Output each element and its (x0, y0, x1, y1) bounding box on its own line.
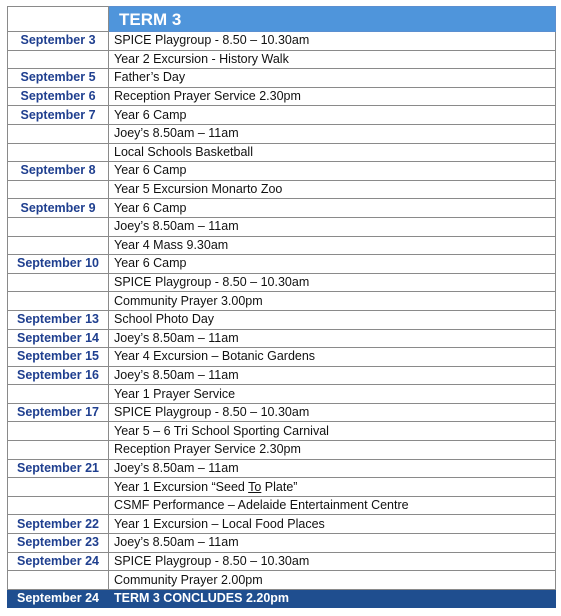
conclusion-event-cell: TERM 3 CONCLUDES 2.20pm (109, 589, 556, 608)
date-cell: September 3 (8, 32, 109, 51)
date-cell: September 15 (8, 348, 109, 367)
event-cell: Reception Prayer Service 2.30pm (109, 87, 556, 106)
term-conclusion-row (8, 589, 556, 608)
event-cell: Local Schools Basketball (109, 143, 556, 162)
event-cell: SPICE Playgroup - 8.50 – 10.30am (109, 32, 556, 51)
event-cell: Year 2 Excursion - History Walk (109, 50, 556, 69)
date-cell (8, 50, 109, 69)
calendar-row (8, 310, 556, 329)
date-cell (8, 273, 109, 292)
event-cell: SPICE Playgroup - 8.50 – 10.30am (109, 273, 556, 292)
event-cell: Year 6 Camp (109, 106, 556, 125)
calendar-row (8, 50, 556, 69)
event-cell: SPICE Playgroup - 8.50 – 10.30am (109, 552, 556, 571)
event-cell: Joey’s 8.50am – 11am (109, 459, 556, 478)
calendar-row (8, 106, 556, 125)
event-cell (109, 478, 556, 497)
event-cell: CSMF Performance – Adelaide Entertainment Centre (109, 496, 556, 515)
date-cell: September 21 (8, 459, 109, 478)
calendar-row (8, 180, 556, 199)
date-cell (8, 478, 109, 497)
calendar-row (8, 441, 556, 460)
calendar-row (8, 124, 556, 143)
conclusion-date-cell: September 24 (8, 589, 109, 608)
date-cell: September 9 (8, 199, 109, 218)
event-cell: Year 6 Camp (109, 255, 556, 274)
event-text-part: Year 1 Excursion “Seed (114, 479, 249, 494)
event-text-underlined: To (248, 479, 262, 494)
date-cell (8, 422, 109, 441)
calendar-row (8, 329, 556, 348)
event-cell: Year 4 Excursion – Botanic Gardens (109, 348, 556, 367)
date-cell: September 6 (8, 87, 109, 106)
date-cell (8, 143, 109, 162)
calendar-row (8, 255, 556, 274)
date-cell (8, 236, 109, 255)
calendar-row (8, 515, 556, 534)
date-cell: September 16 (8, 366, 109, 385)
term-calendar-table (7, 6, 556, 608)
term-header-row (8, 7, 556, 32)
date-cell: September 17 (8, 403, 109, 422)
date-cell: September 24 (8, 552, 109, 571)
calendar-row (8, 87, 556, 106)
event-cell: Joey’s 8.50am – 11am (109, 329, 556, 348)
date-cell (8, 217, 109, 236)
event-cell: Year 5 Excursion Monarto Zoo (109, 180, 556, 199)
date-cell: September 8 (8, 162, 109, 181)
calendar-row (8, 478, 556, 497)
calendar-row (8, 534, 556, 553)
date-cell: September 13 (8, 310, 109, 329)
event-cell: Year 6 Camp (109, 199, 556, 218)
event-cell: Reception Prayer Service 2.30pm (109, 441, 556, 460)
event-cell: Year 1 Prayer Service (109, 385, 556, 404)
date-cell (8, 496, 109, 515)
calendar-row (8, 459, 556, 478)
event-cell: Joey’s 8.50am – 11am (109, 534, 556, 553)
calendar-row (8, 69, 556, 88)
date-cell: September 22 (8, 515, 109, 534)
date-cell (8, 571, 109, 590)
calendar-row (8, 348, 556, 367)
calendar-row (8, 571, 556, 590)
calendar-row (8, 403, 556, 422)
event-cell: Community Prayer 2.00pm (109, 571, 556, 590)
calendar-row (8, 385, 556, 404)
date-cell: September 14 (8, 329, 109, 348)
event-cell: SPICE Playgroup - 8.50 – 10.30am (109, 403, 556, 422)
date-cell (8, 124, 109, 143)
date-cell (8, 385, 109, 404)
event-cell: Year 6 Camp (109, 162, 556, 181)
calendar-row (8, 552, 556, 571)
event-cell: Community Prayer 3.00pm (109, 292, 556, 311)
date-cell: September 7 (8, 106, 109, 125)
calendar-row (8, 143, 556, 162)
calendar-row (8, 366, 556, 385)
date-cell: September 10 (8, 255, 109, 274)
event-text-part: Plate” (261, 479, 298, 494)
event-cell: Year 1 Excursion – Local Food Places (109, 515, 556, 534)
calendar-row (8, 32, 556, 51)
calendar-row (8, 162, 556, 181)
event-cell: Year 5 – 6 Tri School Sporting Carnival (109, 422, 556, 441)
event-cell: Joey’s 8.50am – 11am (109, 124, 556, 143)
date-cell (8, 292, 109, 311)
event-cell: Joey’s 8.50am – 11am (109, 366, 556, 385)
calendar-row (8, 273, 556, 292)
date-cell: September 23 (8, 534, 109, 553)
calendar-row (8, 217, 556, 236)
date-cell (8, 441, 109, 460)
event-cell: Joey’s 8.50am – 11am (109, 217, 556, 236)
calendar-row (8, 292, 556, 311)
calendar-row (8, 422, 556, 441)
date-cell (8, 180, 109, 199)
date-cell: September 5 (8, 69, 109, 88)
calendar-row (8, 199, 556, 218)
header-blank-cell (8, 7, 109, 32)
event-cell: Year 4 Mass 9.30am (109, 236, 556, 255)
event-cell: School Photo Day (109, 310, 556, 329)
event-cell: Father’s Day (109, 69, 556, 88)
calendar-row (8, 236, 556, 255)
calendar-row (8, 496, 556, 515)
calendar-body (8, 7, 556, 608)
term-title: TERM 3 (109, 7, 556, 32)
